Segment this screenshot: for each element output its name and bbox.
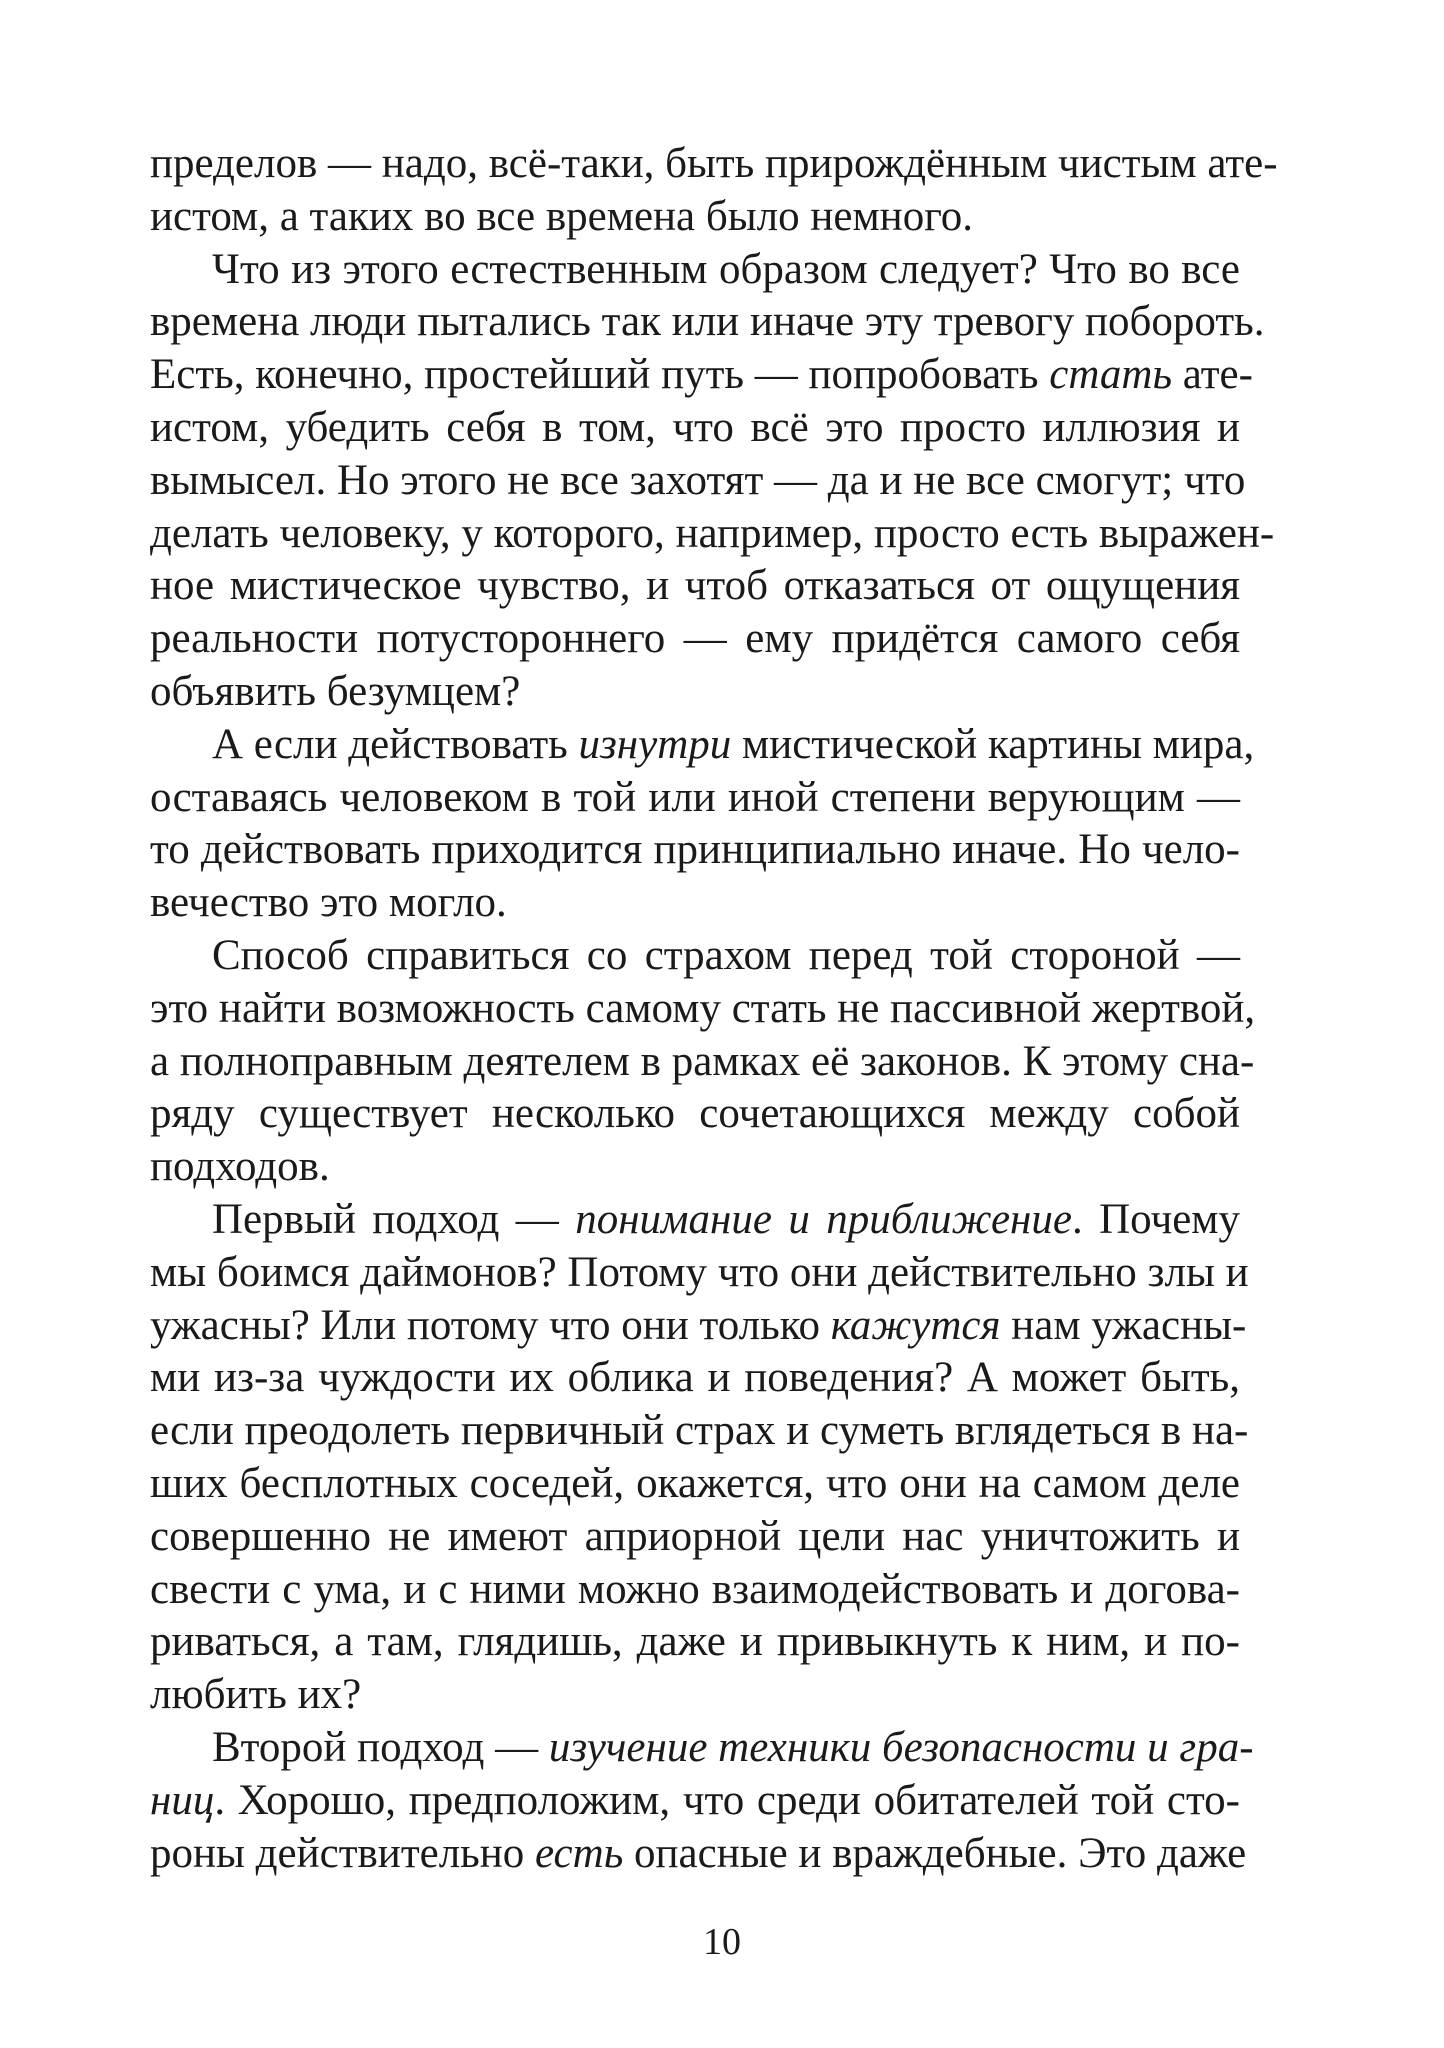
text-line: Первый подход — понимание и приближение. Почему (212, 1195, 1240, 1243)
text-line: Способ справиться со страхом перед той стороной — (212, 931, 1240, 979)
text-line: это найти возможность самому стать не пассивной жертвой, (150, 984, 1256, 1032)
text-line: ужасны? Или потому что они только кажутся нам ужасны- (150, 1301, 1247, 1349)
text-line: истом, а таких во все времена было немного. (150, 192, 974, 240)
text-line: ряду существует несколько сочетающихся между собой (150, 1090, 1240, 1138)
text-line: а полноправным деятелем в рамках её законов. К этому сна- (150, 1037, 1255, 1085)
italic-emphasis: есть (535, 1829, 624, 1877)
italic-emphasis: стать (1049, 351, 1173, 399)
text-line: времена люди пытались так или иначе эту тревогу побороть. (150, 298, 1265, 346)
italic-emphasis: ниц (150, 1776, 215, 1824)
italic-emphasis: кажутся (830, 1301, 1001, 1349)
text-line: любить их? (150, 1671, 362, 1719)
text-line: Второй подход — изучение техники безопасности и гра- (212, 1723, 1254, 1771)
text-line: пределов — надо, всё-таки, быть прирождённым чистым ате- (150, 140, 1278, 187)
text-line: ное мистическое чувство, и чтоб отказаться от ощущения (150, 562, 1240, 610)
text-line: риваться, а там, глядишь, даже и привыкнуть к ним, и по- (150, 1618, 1240, 1666)
italic-emphasis: изучение техники безопасности и гра- (548, 1723, 1254, 1771)
text-line: Есть, конечно, простейший путь — попробовать стать ате- (150, 351, 1253, 399)
text-line: оставаясь человеком в той или иной степени верующим — (150, 773, 1240, 821)
text-line: мы боимся даймонов? Потому что они действительно злы и (150, 1248, 1249, 1296)
text-line: объявить безумцем? (150, 667, 521, 715)
text-line: делать человеку, у которого, например, просто есть выражен- (150, 509, 1275, 557)
text-line: ми из-за чуждости их облика и поведения? А может быть, (150, 1354, 1240, 1402)
italic-emphasis: понимание и приближение (575, 1195, 1072, 1243)
text-line: ниц. Хорошо, предположим, что среди обитателей той сто- (150, 1776, 1240, 1824)
text-line: реальности потустороннего — ему придётся самого себя (150, 615, 1240, 663)
body-text (150, 138, 1278, 1880)
text-line: то действовать приходится принципиально иначе. Но чело- (150, 826, 1240, 874)
text-line: ших бесплотных соседей, окажется, что они на самом деле (150, 1459, 1240, 1507)
text-line: Что из этого естественным образом следует? Что во все (212, 245, 1240, 293)
text-line: истом, убедить себя в том, что всё это просто иллюзия и (150, 403, 1240, 451)
text-line: если преодолеть первичный страх и суметь вглядеться в на- (150, 1407, 1249, 1455)
page-number: 10 (703, 1921, 741, 1963)
text-line: вечество это могло. (150, 879, 507, 927)
italic-emphasis: изнутри (578, 720, 732, 768)
text-line: подходов. (150, 1143, 330, 1191)
text-line: роны действительно есть опасные и враждебные. Это даже (150, 1829, 1247, 1877)
text-line: совершенно не имеют априорной цели нас уничтожить и (150, 1512, 1240, 1560)
text-line: вымысел. Но этого не все захотят — да и не все смогут; что (150, 456, 1246, 504)
text-line: свести с ума, и с ними можно взаимодействовать и догова- (150, 1565, 1240, 1613)
text-line: А если действовать изнутри мистической картины мира, (212, 720, 1255, 768)
